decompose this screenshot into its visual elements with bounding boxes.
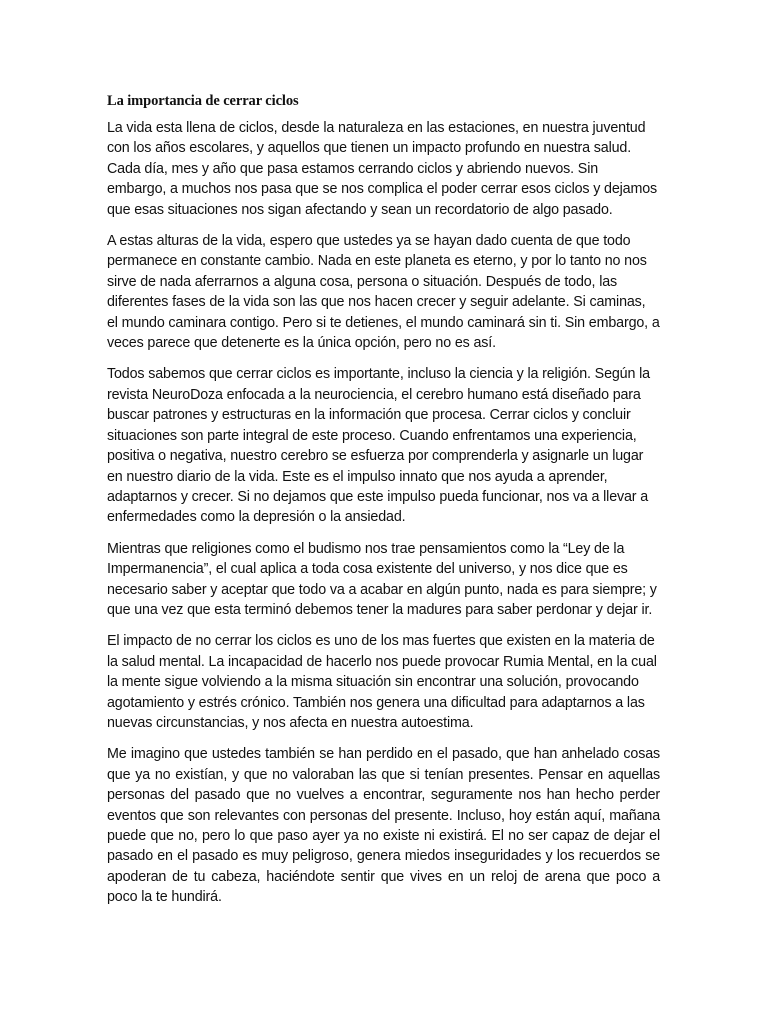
document-page (107, 92, 660, 919)
paragraph-6: Me imagino que ustedes también se han perdido en el pasado, que han anhelado cosas que ya no existían, y que no valoraban las que si tenían presentes. Pensar en aquellas personas del pasado que no vuelves a encontrar, seguramente nos han hecho perder eventos que son relevantes con personas del presente. Incluso, hoy están aquí, mañana puede que no, pero lo que paso ayer ya no existe ni existirá. El no ser capaz de dejar el pasado en el pasado es muy peligroso, genera miedos inseguridades y los recuerdos se apoderan de tu cabeza, haciéndote sentir que vives en un reloj de arena que poco a poco la te hundirá. (107, 746, 660, 906)
paragraph-3: Todos sabemos que cerrar ciclos es importante, incluso la ciencia y la religión. Según la revista NeuroDoza enfocada a la neurociencia, el cerebro humano está diseñado para buscar patrones y estructuras en la información que procesa. Cerrar ciclos y concluir situaciones son parte integral de este proceso. Cuando enfrentamos una experiencia, positiva o negativa, nuestro cerebro se esfuerza por comprenderla y asignarle un lugar en nuestro diario de la vida. Este es el impulso innato que nos ayuda a aprender, adaptarnos y crecer. Si no dejamos que este impulso pueda funcionar, nos va a llevar a enfermedades como la depresión o la ansiedad. (107, 366, 650, 526)
paragraph-1: La vida esta llena de ciclos, desde la naturaleza en las estaciones, en nuestra juventud con los años escolares, y aquellos que tienen un impacto profundo en nuestra salud. Cada día, mes y año que pasa estamos cerrando ciclos y abriendo nuevos. Sin embargo, a muchos nos pasa que se nos complica el poder cerrar esos ciclos y dejamos que esas situaciones nos sigan afectando y sean un recordatorio de algo pasado. (107, 120, 658, 218)
paragraph-2: A estas alturas de la vida, espero que ustedes ya se hayan dado cuenta de que todo permanece en constante cambio. Nada en este planeta es eterno, y por lo tanto no nos sirve de nada aferrarnos a alguna cosa, persona o situación. Después de todo, las diferentes fases de la vida son las que nos hacen crecer y seguir adelante. Si caminas, el mundo caminara contigo. Pero si te detienes, el mundo caminará sin ti. Sin embargo, a veces parece que detenerte es la única opción, pero no es así. (107, 233, 660, 352)
paragraph-4: Mientras que religiones como el budismo nos trae pensamientos como la “Ley de la Impermanencia”, el cual aplica a toda cosa existente del universo, y nos dice que es necesario saber y aceptar que todo va a acabar en algún punto, nada es para siempre; y que una vez que esta terminó debemos tener la madures para saber perdonar y dejar ir. (107, 540, 657, 618)
document-title: La importancia de cerrar ciclos (107, 93, 299, 109)
paragraph-5: El impacto de no cerrar los ciclos es uno de los mas fuertes que existen en la materia de la salud mental. La incapacidad de hacerlo nos puede provocar Rumia Mental, en la cual la mente sigue volviendo a la misma situación sin encontrar una solución, provocando agotamiento y estrés crónico. También nos genera una dificultad para adaptarnos a las nuevas circunstancias, y nos afecta en nuestra autoestima. (107, 633, 657, 731)
